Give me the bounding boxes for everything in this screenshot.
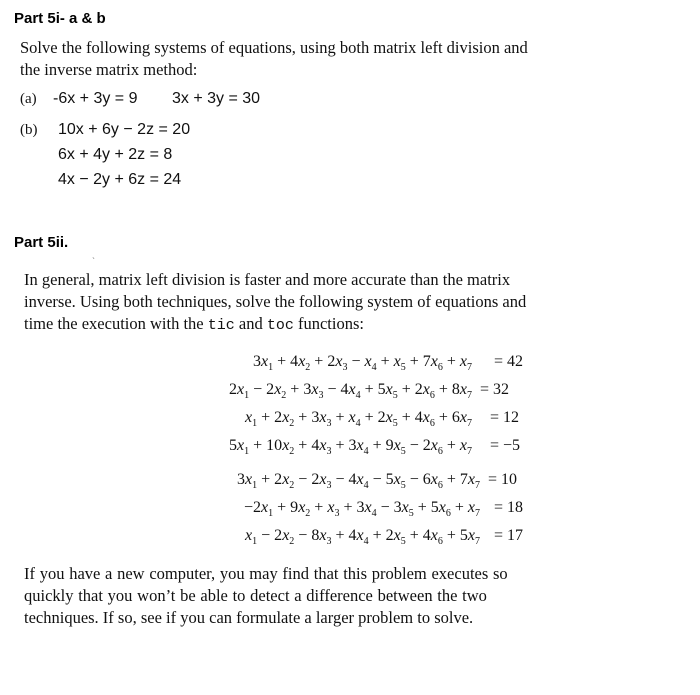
- problem-b-label: (b): [20, 122, 38, 138]
- paragraph-1-line-1: In general, matrix left division is faster and more accurate than the matrix: [24, 270, 511, 289]
- problem-b-equation-1: 10x + 6y − 2z = 20: [58, 121, 191, 138]
- equation-3-rhs: = 12: [490, 409, 520, 426]
- paragraph-1-line-2: inverse. Using both techniques, solve the following system of equations and: [24, 292, 527, 311]
- paragraph-1-line-3-start: time the execution with the: [24, 314, 208, 333]
- equation-5-rhs: = 10: [488, 471, 518, 488]
- system-equation-1: $3x_1 + 4x_2 + 2x_3 - x_4 + x_5 + 7x_6 + x_7 = 42$: [253, 353, 524, 374]
- system-equation-2: $2x_1 - 2x_2 + 3x_3 - 4x_4 + 5x_5 + 2x_6 + 8x_7 = 32$: [229, 381, 510, 402]
- system-equation-6: $-2x_1 + 9x_2 + x_3 + 3x_4 - 3x_5 + 5x_6 + x_7 = 18$: [244, 499, 524, 520]
- part-5i-intro-line-1: Solve the following systems of equations, using both matrix left division and: [20, 38, 528, 57]
- paragraph-2-line-2: quickly that you won’t be able to detect a difference between the two: [24, 586, 487, 605]
- problem-a-label: (a): [20, 91, 37, 107]
- problem-a-equation-1: -6x + 3y = 9: [53, 90, 138, 107]
- equation-1-rhs: = 42: [494, 353, 524, 370]
- equation-2-rhs: = 32: [480, 381, 510, 398]
- paragraph-1-line-3-middle: and: [234, 314, 267, 333]
- system-equation-3: $x_1 + 2x_2 + 3x_3 + x_4 + 2x_5 + 4x_6 + 6x_7 = 12$: [245, 409, 520, 430]
- part-5i-heading: Part 5i- a & b: [14, 10, 106, 27]
- equation-7-rhs: = 17: [494, 527, 524, 544]
- toc-function: toc: [266, 317, 294, 334]
- part-5i-intro-line-2: the inverse matrix method:: [20, 60, 198, 79]
- paragraph-2-line-3: techniques. If so, see if you can formulate a larger problem to solve.: [24, 608, 474, 627]
- equation-6-rhs: = 18: [494, 499, 524, 516]
- tick-mark: ˏ: [92, 249, 95, 259]
- part-5ii-heading: Part 5ii.: [14, 234, 69, 251]
- equation-4-rhs: = −5: [490, 437, 521, 454]
- paragraph-1-line-3-end: functions:: [293, 314, 364, 333]
- problem-b-equation-2: 6x + 4y + 2z = 8: [58, 146, 173, 163]
- problem-a-equation-2: 3x + 3y = 30: [172, 90, 261, 107]
- paragraph-2-line-1: If you have a new computer, you may find that this problem executes so: [24, 564, 508, 583]
- system-equation-5: $3x_1 + 2x_2 - 2x_3 - 4x_4 - 5x_5 - 6x_6 + 7x_7 = 10$: [237, 471, 518, 492]
- paragraph-1-line-3: [24, 314, 364, 336]
- system-equation-4: $5x_1 + 10x_2 + 4x_3 + 3x_4 + 9x_5 - 2x_6 + x_7 = -5$: [229, 437, 521, 458]
- system-equation-7: $x_1 - 2x_2 - 8x_3 + 4x_4 + 2x_5 + 4x_6 + 5x_7 = 17$: [245, 527, 524, 548]
- problem-b-equation-3: 4x − 2y + 6z = 24: [58, 171, 182, 188]
- tic-function: tic: [207, 317, 235, 334]
